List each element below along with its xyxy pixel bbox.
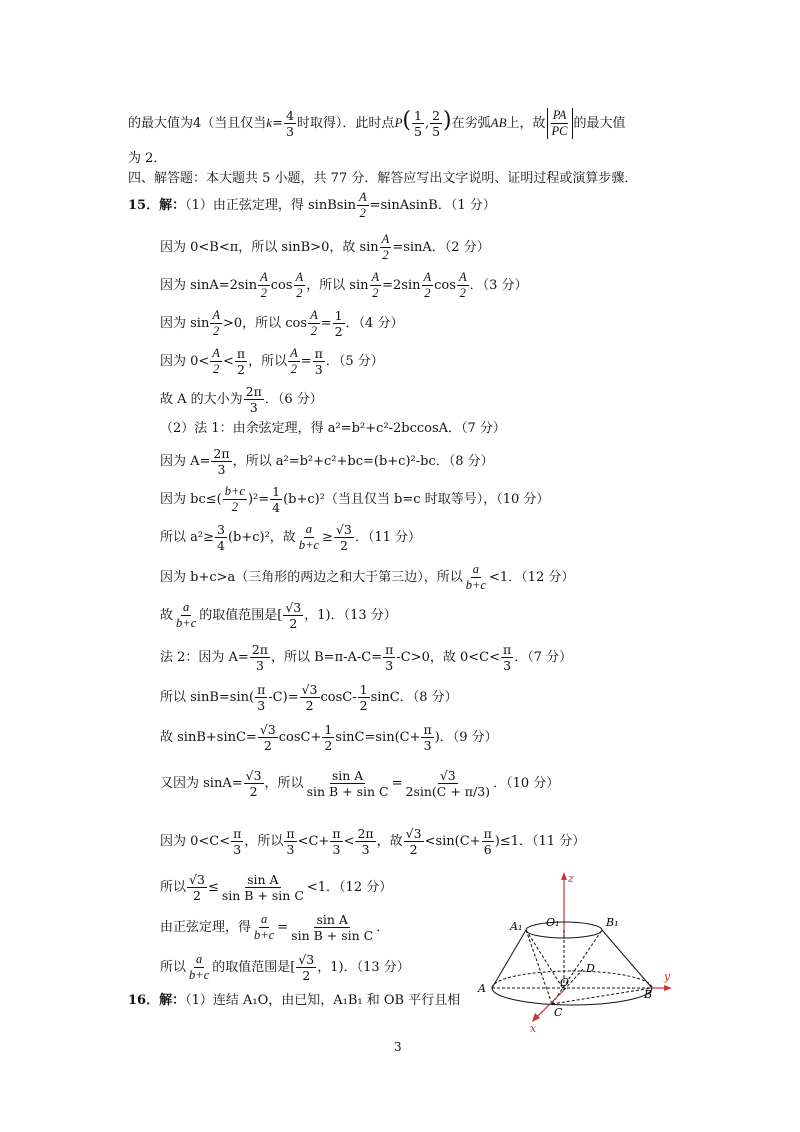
q15-step-20 xyxy=(160,952,410,983)
fraction xyxy=(220,872,306,903)
z-label: z xyxy=(568,872,574,885)
q15-step-10 xyxy=(160,522,421,553)
text: 因为 sin xyxy=(160,316,210,331)
text: ．（4 分） xyxy=(345,316,404,331)
q15-step-8 xyxy=(160,446,494,477)
text: =2sin xyxy=(382,278,421,293)
text: = xyxy=(300,354,312,369)
num: π xyxy=(286,826,295,841)
label-a: A xyxy=(478,982,486,995)
text: 所以 xyxy=(160,880,187,895)
q15-step-13 xyxy=(160,642,572,673)
fraction xyxy=(289,912,375,943)
text: )²= xyxy=(247,492,270,507)
text: ≥ xyxy=(322,530,333,545)
den: sin B + sin C xyxy=(306,784,389,799)
fraction xyxy=(283,600,303,631)
num: A xyxy=(295,270,304,284)
q15-step-19 xyxy=(160,912,389,943)
num: b+c xyxy=(224,484,245,498)
den: b+c xyxy=(189,968,210,982)
text: <1．（12 分） xyxy=(306,880,393,895)
den: 2 xyxy=(212,362,220,376)
text: ，所以 xyxy=(248,354,288,369)
q16-label: 16．解： xyxy=(128,993,186,1008)
q15-step-4 xyxy=(160,308,403,339)
num: sin A xyxy=(331,768,364,783)
q15-step-1 xyxy=(128,190,496,221)
num: 4 xyxy=(285,108,294,123)
fraction xyxy=(334,522,354,553)
den: 4 xyxy=(272,500,281,515)
fraction xyxy=(250,642,270,673)
side-right xyxy=(602,930,652,988)
fraction xyxy=(380,232,392,263)
segment-a1o xyxy=(526,930,564,990)
text: 因为 0<B<π，所以 sinB>0，故 sin xyxy=(160,240,379,255)
text: <1．（12 分） xyxy=(489,570,575,585)
num: √3 xyxy=(245,768,262,783)
fraction xyxy=(294,270,306,301)
fraction xyxy=(370,270,382,301)
fraction xyxy=(358,682,370,713)
fraction xyxy=(482,826,494,857)
den: 3 xyxy=(423,738,432,753)
fraction xyxy=(464,562,488,593)
text: 因为 b+c>a（三角形的两边之和大于第三边），所以 xyxy=(160,570,463,585)
den: 3 xyxy=(217,462,226,477)
num: A xyxy=(458,270,467,284)
den: 2 xyxy=(231,500,238,514)
num: 3 xyxy=(217,522,225,537)
fraction xyxy=(383,642,395,673)
den: 2 xyxy=(424,286,431,300)
header-line-2: 为 2． xyxy=(128,151,167,166)
text: < xyxy=(222,354,234,369)
den: 2 xyxy=(310,324,317,338)
text: ，所以 sin xyxy=(306,278,369,293)
q15-step-18 xyxy=(160,872,392,903)
num: π xyxy=(233,826,242,841)
den: sin B + sin C xyxy=(221,888,304,903)
fraction xyxy=(252,912,276,943)
num: 2π xyxy=(245,384,262,399)
text: 故 xyxy=(160,608,174,623)
label-d: D xyxy=(586,962,595,975)
text: （1）连结 A₁O，由已知，A₁B₁ 和 OB 平行且相 xyxy=(185,993,461,1008)
fraction xyxy=(210,308,222,339)
text: ．（7 分） xyxy=(514,650,573,665)
num: 1 xyxy=(334,308,343,323)
num: a xyxy=(183,600,190,614)
text: 因为 0< xyxy=(160,354,210,369)
num: sin A xyxy=(316,912,348,927)
den: 3 xyxy=(257,698,266,713)
x-arrow xyxy=(532,1013,540,1022)
num: a xyxy=(472,562,480,576)
num: √3 xyxy=(335,522,352,537)
fraction xyxy=(258,270,270,301)
fraction xyxy=(322,722,334,753)
den: b+c xyxy=(298,538,320,552)
den: sin B + sin C xyxy=(291,928,374,943)
text: 因为 bc≤( xyxy=(160,492,222,507)
text: 又因为 sinA= xyxy=(160,776,243,791)
den: 2 xyxy=(302,968,311,983)
text: )．（9 分） xyxy=(434,730,498,745)
text: 的最大值为4（当且仅当 xyxy=(128,116,267,131)
num: π xyxy=(257,682,266,697)
text: 故 sinB+sinC= xyxy=(160,730,257,745)
q15-step-12 xyxy=(160,600,397,631)
q15-step-16 xyxy=(160,768,559,799)
fraction xyxy=(231,826,243,857)
text: 的最大值 xyxy=(573,116,626,131)
den: 3 xyxy=(249,400,258,415)
label-a1: A₁ xyxy=(510,920,523,933)
q15-step-7: （2）法 1：由余弦定理，得 a²=b²+c²-2bccosA．（7 分） xyxy=(160,421,506,436)
bottom-circle-front xyxy=(492,988,652,1005)
num: A xyxy=(310,308,318,322)
text: ．（11 分） xyxy=(354,530,422,545)
q15-step-11 xyxy=(160,562,574,593)
den: 2 xyxy=(324,738,333,753)
text: 所以 a²≥ xyxy=(160,530,214,545)
fraction xyxy=(187,872,207,903)
text: 由正弦定理，得 xyxy=(160,920,252,935)
fraction xyxy=(430,108,442,139)
fraction xyxy=(255,682,267,713)
y-arrow xyxy=(664,985,672,991)
q15-step-3 xyxy=(160,270,527,301)
text: ． xyxy=(376,920,390,935)
num: π xyxy=(314,346,323,361)
den: 2 xyxy=(382,248,389,262)
text: cosC- xyxy=(320,690,357,705)
fraction xyxy=(355,826,375,857)
num: A xyxy=(290,346,298,360)
fraction xyxy=(215,522,227,553)
fraction xyxy=(313,346,325,377)
text: < xyxy=(343,834,355,849)
den: 2 xyxy=(296,286,303,300)
fraction xyxy=(412,108,424,139)
fraction xyxy=(244,384,264,415)
den: 3 xyxy=(255,658,264,673)
num: A xyxy=(423,270,432,284)
fraction xyxy=(187,952,211,983)
text: 时取得）．此时点 xyxy=(296,116,395,131)
den: 2 xyxy=(290,362,298,376)
fraction xyxy=(457,270,469,301)
text: 的取值范围是[ xyxy=(199,608,283,623)
text: 因为 sinA=2sin xyxy=(160,278,258,293)
den: 2 xyxy=(339,538,348,553)
fraction xyxy=(297,522,321,553)
q15-step-6 xyxy=(160,384,323,415)
num: √3 xyxy=(285,600,302,615)
num: 2 xyxy=(432,108,441,123)
text: cos xyxy=(270,278,293,293)
label-b: B xyxy=(644,988,653,1001)
den: 2 xyxy=(409,842,418,857)
num: sin A xyxy=(247,872,279,887)
text: ，1)．（13 分） xyxy=(317,960,410,975)
text: -C)= xyxy=(268,690,299,705)
text: <sin(C+ xyxy=(424,834,481,849)
fraction xyxy=(288,346,300,377)
den: 3 xyxy=(233,842,242,857)
side-left xyxy=(492,930,526,988)
var-ab: AB xyxy=(490,115,507,130)
text: =sinA．（2 分） xyxy=(392,240,490,255)
y-label: y xyxy=(664,970,671,983)
section-4-heading: 四、解答题：本大题共 5 小题，共 77 分．解答应写出文字说明、证明过程或演算步骤． xyxy=(128,171,638,186)
text: 上，故 xyxy=(506,116,546,131)
den: b+c xyxy=(176,616,197,630)
num: 1 xyxy=(272,484,281,499)
den: 3 xyxy=(285,124,294,139)
fraction xyxy=(404,768,493,799)
den: b+c xyxy=(254,928,275,942)
text: 因为 A= xyxy=(160,454,211,469)
num: A xyxy=(371,270,380,284)
fraction xyxy=(308,308,320,339)
fraction xyxy=(330,826,342,857)
text: ．（6 分） xyxy=(264,392,323,407)
fraction xyxy=(404,826,424,857)
num: a xyxy=(305,522,313,536)
num: √3 xyxy=(189,872,205,887)
text: 所以 xyxy=(160,960,187,975)
num: A xyxy=(358,190,367,204)
den: 2 xyxy=(334,324,343,339)
label-b1: B₁ xyxy=(606,916,619,929)
segment-cb xyxy=(552,988,652,1004)
num: √3 xyxy=(301,682,318,697)
text: cosC+ xyxy=(278,730,322,745)
text: ，所以 a²=b²+c²+bc=(b+c)²-bc．（8 分） xyxy=(232,454,494,469)
den: 3 xyxy=(361,842,370,857)
text: = xyxy=(277,920,289,935)
text: 故 A 的大小为 xyxy=(160,392,243,407)
fraction xyxy=(284,108,296,139)
den: 3 xyxy=(385,658,394,673)
text: sinC．（8 分） xyxy=(370,690,458,705)
num: a xyxy=(261,912,268,926)
den: 2 xyxy=(263,738,272,753)
label-o1: O₁ xyxy=(546,916,560,929)
q15-step-9 xyxy=(160,484,549,515)
den: 4 xyxy=(217,538,225,553)
text: 法 2：因为 A= xyxy=(160,650,249,665)
den: 2 xyxy=(236,362,245,377)
text: >0，所以 cos xyxy=(222,316,308,331)
text: ，1)．（13 分） xyxy=(304,608,397,623)
fraction xyxy=(284,826,296,857)
fraction xyxy=(501,642,513,673)
fraction xyxy=(547,108,573,139)
var-p: P xyxy=(394,115,403,130)
text: 因为 0<C< xyxy=(160,834,231,849)
text: ，所以 xyxy=(244,834,284,849)
fraction xyxy=(333,308,345,339)
label-o: O xyxy=(560,976,570,989)
den: 2 xyxy=(260,286,268,300)
page-number: 3 xyxy=(394,1040,402,1054)
label-c: C xyxy=(554,1006,563,1019)
frustum-figure xyxy=(472,868,682,1036)
num: PA xyxy=(552,108,567,122)
text: <C+ xyxy=(297,834,330,849)
text: ≤ xyxy=(207,880,219,895)
text: =sinAsinB．（1 分） xyxy=(369,198,496,213)
x-label: x xyxy=(530,1022,537,1035)
num: 1 xyxy=(359,682,368,697)
den: 2 xyxy=(305,698,314,713)
num: 2π xyxy=(357,826,374,841)
num: a xyxy=(196,952,203,966)
fraction xyxy=(300,682,320,713)
num: π xyxy=(483,826,492,841)
den: 3 xyxy=(503,658,512,673)
den: PC xyxy=(551,124,568,138)
text: 的取值范围是[ xyxy=(212,960,296,975)
num: π xyxy=(423,722,432,737)
fraction xyxy=(210,346,222,377)
num: √3 xyxy=(439,768,456,783)
q15-step-15 xyxy=(160,722,498,753)
text: ．（3 分） xyxy=(469,278,528,293)
text: sinC=sin(C+ xyxy=(335,730,421,745)
num: √3 xyxy=(405,826,422,841)
text: 在劣弧 xyxy=(451,116,491,131)
num: A xyxy=(381,232,390,246)
fraction xyxy=(422,270,434,301)
num: π xyxy=(385,642,394,657)
den: 2 xyxy=(359,206,366,220)
den: b+c xyxy=(465,578,487,592)
var-k: k xyxy=(266,115,273,130)
text: )≤1．（11 分） xyxy=(494,834,586,849)
fraction xyxy=(174,600,198,631)
text: (b+c)²，故 xyxy=(227,530,296,545)
text: = xyxy=(272,116,283,131)
fraction xyxy=(305,768,391,799)
fraction xyxy=(244,768,264,799)
text: ，故 xyxy=(376,834,403,849)
fraction xyxy=(270,484,282,515)
num: π xyxy=(236,346,246,361)
den: 3 xyxy=(314,362,323,377)
z-arrow xyxy=(561,872,567,880)
fraction xyxy=(357,190,369,221)
q15-step-17 xyxy=(160,826,585,857)
num: 2π xyxy=(251,642,268,657)
q16-line-1 xyxy=(128,992,460,1010)
num: π xyxy=(503,642,512,657)
num: A xyxy=(260,270,268,284)
fraction xyxy=(421,722,433,753)
q15-step-14 xyxy=(160,682,458,713)
den: 2sin(C + π/3) xyxy=(405,784,491,799)
den: 2 xyxy=(249,784,258,799)
den: 3 xyxy=(286,842,295,857)
text: = xyxy=(320,316,332,331)
text: = xyxy=(391,776,403,791)
num: 1 xyxy=(413,108,422,123)
den: 3 xyxy=(332,842,341,857)
fraction xyxy=(211,446,231,477)
text: (b+c)²（当且仅当 b=c 时取等号），（10 分） xyxy=(283,492,550,507)
segment-a1c xyxy=(526,930,552,1004)
den: 5 xyxy=(432,124,441,139)
text: cos xyxy=(434,278,456,293)
fraction xyxy=(235,346,247,377)
header-line-1: 的最大值为4（当且仅当k= $\frac{4}{3}$ 时取得）．此时点P( $\frac{1}{5}$ , $\frac{2}{5}$ )在劣弧AB上，故 $\frac{PA}{PC}$ 的最大值 xyxy=(128,108,626,139)
num: 1 xyxy=(324,722,333,737)
text: ，所以 xyxy=(264,776,304,791)
text: ．（10 分） xyxy=(493,776,560,791)
fraction xyxy=(296,952,316,983)
q15-step-5 xyxy=(160,346,384,377)
den: 2 xyxy=(193,888,201,903)
q15-step-2 xyxy=(160,232,490,263)
text: 所以 sinB=sin( xyxy=(160,690,255,705)
num: π xyxy=(332,826,341,841)
q15-label: 15．解： xyxy=(128,198,186,213)
den: 2 xyxy=(459,286,466,300)
text: ，所以 B=π-A-C= xyxy=(271,650,383,665)
text: ．（5 分） xyxy=(325,354,384,369)
fraction xyxy=(258,722,278,753)
den: 5 xyxy=(413,124,422,139)
num: √3 xyxy=(259,722,276,737)
den: 6 xyxy=(483,842,492,857)
den: 2 xyxy=(213,324,220,338)
fraction xyxy=(223,484,247,515)
den: 2 xyxy=(359,698,368,713)
den: 2 xyxy=(289,616,298,631)
text: （1）由正弦定理，得 sinBsin xyxy=(185,198,356,213)
den: 2 xyxy=(372,286,379,300)
num: 2π xyxy=(213,446,230,461)
num: √3 xyxy=(298,952,315,967)
num: A xyxy=(212,308,220,322)
num: A xyxy=(212,346,220,360)
text: -C>0，故 0<C< xyxy=(396,650,500,665)
